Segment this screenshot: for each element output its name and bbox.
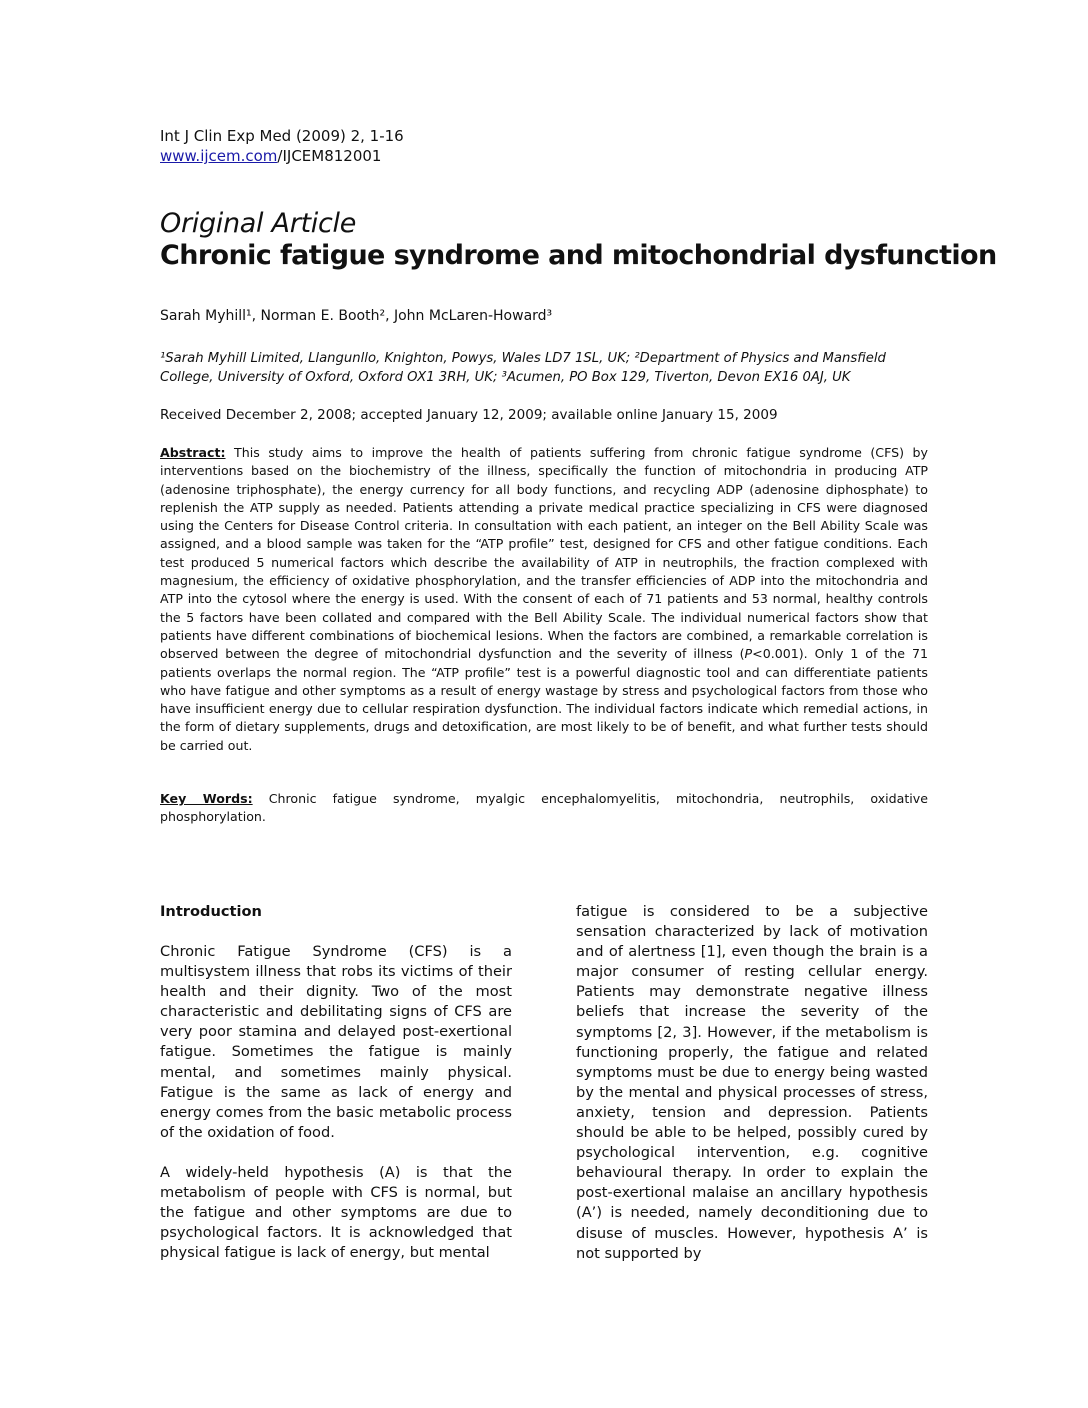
journal-article-id: /IJCEM812001 (277, 147, 382, 165)
keywords-text: Chronic fatigue syndrome, myalgic encephalomyelitis, mitochondria, neutrophils, oxidative phosphorylation. (160, 791, 928, 825)
affiliations: ¹Sarah Myhill Limited, Llangunllo, Knighton, Powys, Wales LD7 1SL, UK; ²Department of Physics and Mansfield College, University of Oxford, Oxford OX1 3RH, UK; ³Acumen, PO Box 129, Tiverton, Devon EX16 0AJ, UK (160, 351, 886, 385)
abstract-label: Abstract: (160, 445, 226, 460)
journal-citation: Int J Clin Exp Med (2009) 2, 1-16 (160, 127, 404, 145)
abstract-p-symbol: P (744, 646, 753, 662)
abstract (160, 444, 928, 755)
keywords (160, 790, 928, 827)
author-list: Sarah Myhill¹, Norman E. Booth², John McLaren-Howard³ (160, 308, 553, 324)
introduction-heading: Introduction (160, 903, 262, 920)
journal-header (160, 126, 404, 166)
received-dates: Received December 2, 2008; accepted January 12, 2009; available online January 15, 2009 (160, 407, 778, 423)
intro-paragraph-2: A widely-held hypothesis (A) is that the metabolism of people with CFS is normal, but the fatigue and other symptoms are due to psychological factors. It is acknowledged that physical fatigue is lack of energy, but mental (160, 1163, 512, 1262)
body-column-right (576, 902, 928, 1284)
journal-link[interactable]: www.ijcem.com (160, 147, 278, 165)
abstract-text-part2: <0.001). Only 1 of the 71 patients overlaps the normal region. The “ATP profile” test is a powerful diagnostic tool and can differentiate patients who have fatigue and other symptoms as a result of energy wastage by stress and psychological factors from those who have insufficient energy due to cellular respiration dysfunction. The individual factors indicate which remedial actions, in the form of dietary supplements, drugs and detoxification, are most likely to be of benefit, and what further tests should be carried out. (160, 646, 928, 753)
journal-url (160, 146, 404, 166)
article-title: Chronic fatigue syndrome and mitochondrial dysfunction (160, 240, 997, 271)
intro-paragraph-3: fatigue is considered to be a subjective sensation characterized by lack of motivation and of alertness [1], even though the brain is a major consumer of resting cellular energy. Patients may demonstrate negative illness beliefs that increase the severity of the symptoms [2, 3]. However, if the metabolism is functioning properly, the fatigue and related symptoms must be due to energy being wasted by the mental and physical processes of stress, anxiety, tension and depression. Patients should be able to be helped, possibly cured by psychological intervention, e.g. cognitive behavioural therapy. In order to explain the post-exertional malaise an ancillary hypothesis (A’) is needed, namely deconditioning due to disuse of muscles. However, hypothesis A’ is not supported by (576, 903, 928, 1262)
abstract-text-part1: This study aims to improve the health of patients suffering from chronic fatigue syndrome (CFS) by interventions based on the biochemistry of the illness, specifically the function of mitochondria in producing ATP (adenosine triphosphate), the energy currency for all body functions, and recycling ADP (adenosine diphosphate) to replenish the ATP supply as needed. Patients attending a private medical practice specializing in CFS were diagnosed using the Centers for Disease Control criteria. In consultation with each patient, an integer on the Bell Ability Scale was assigned, and a blood sample was taken for the “ATP profile” test, designed for CFS and other fatigue conditions. Each test produced 5 numerical factors which describe the availability of ATP in neutrophils, the fraction complexed with magnesium, the efficiency of oxidative phosphorylation, and the transfer efficiencies of ADP into the mitochondria and ATP into the cytosol where the energy is used. With the consent of each of 71 patients and 53 normal, healthy controls the 5 factors have been collated and compared with the Bell Ability Scale. The individual numerical factors show that patients have different combinations of biochemical lesions. When the factors are combined, a remarkable correlation is observed between the degree of mitochondrial dysfunction and the severity of illness ( (160, 445, 928, 662)
intro-paragraph-1: Chronic Fatigue Syndrome (CFS) is a multisystem illness that robs its victims of their health and their dignity. Two of the most characteristic and debilitating signs of CFS are very poor stamina and delayed post-exertional fatigue. Sometimes the fatigue is mainly mental, and sometimes mainly physical. Fatigue is the same as lack of energy and energy comes from the basic metabolic process of the oxidation of food. (160, 943, 512, 1141)
body-column-left (160, 902, 512, 1283)
article-type: Original Article (160, 208, 357, 239)
keywords-label: Key Words: (160, 791, 253, 806)
